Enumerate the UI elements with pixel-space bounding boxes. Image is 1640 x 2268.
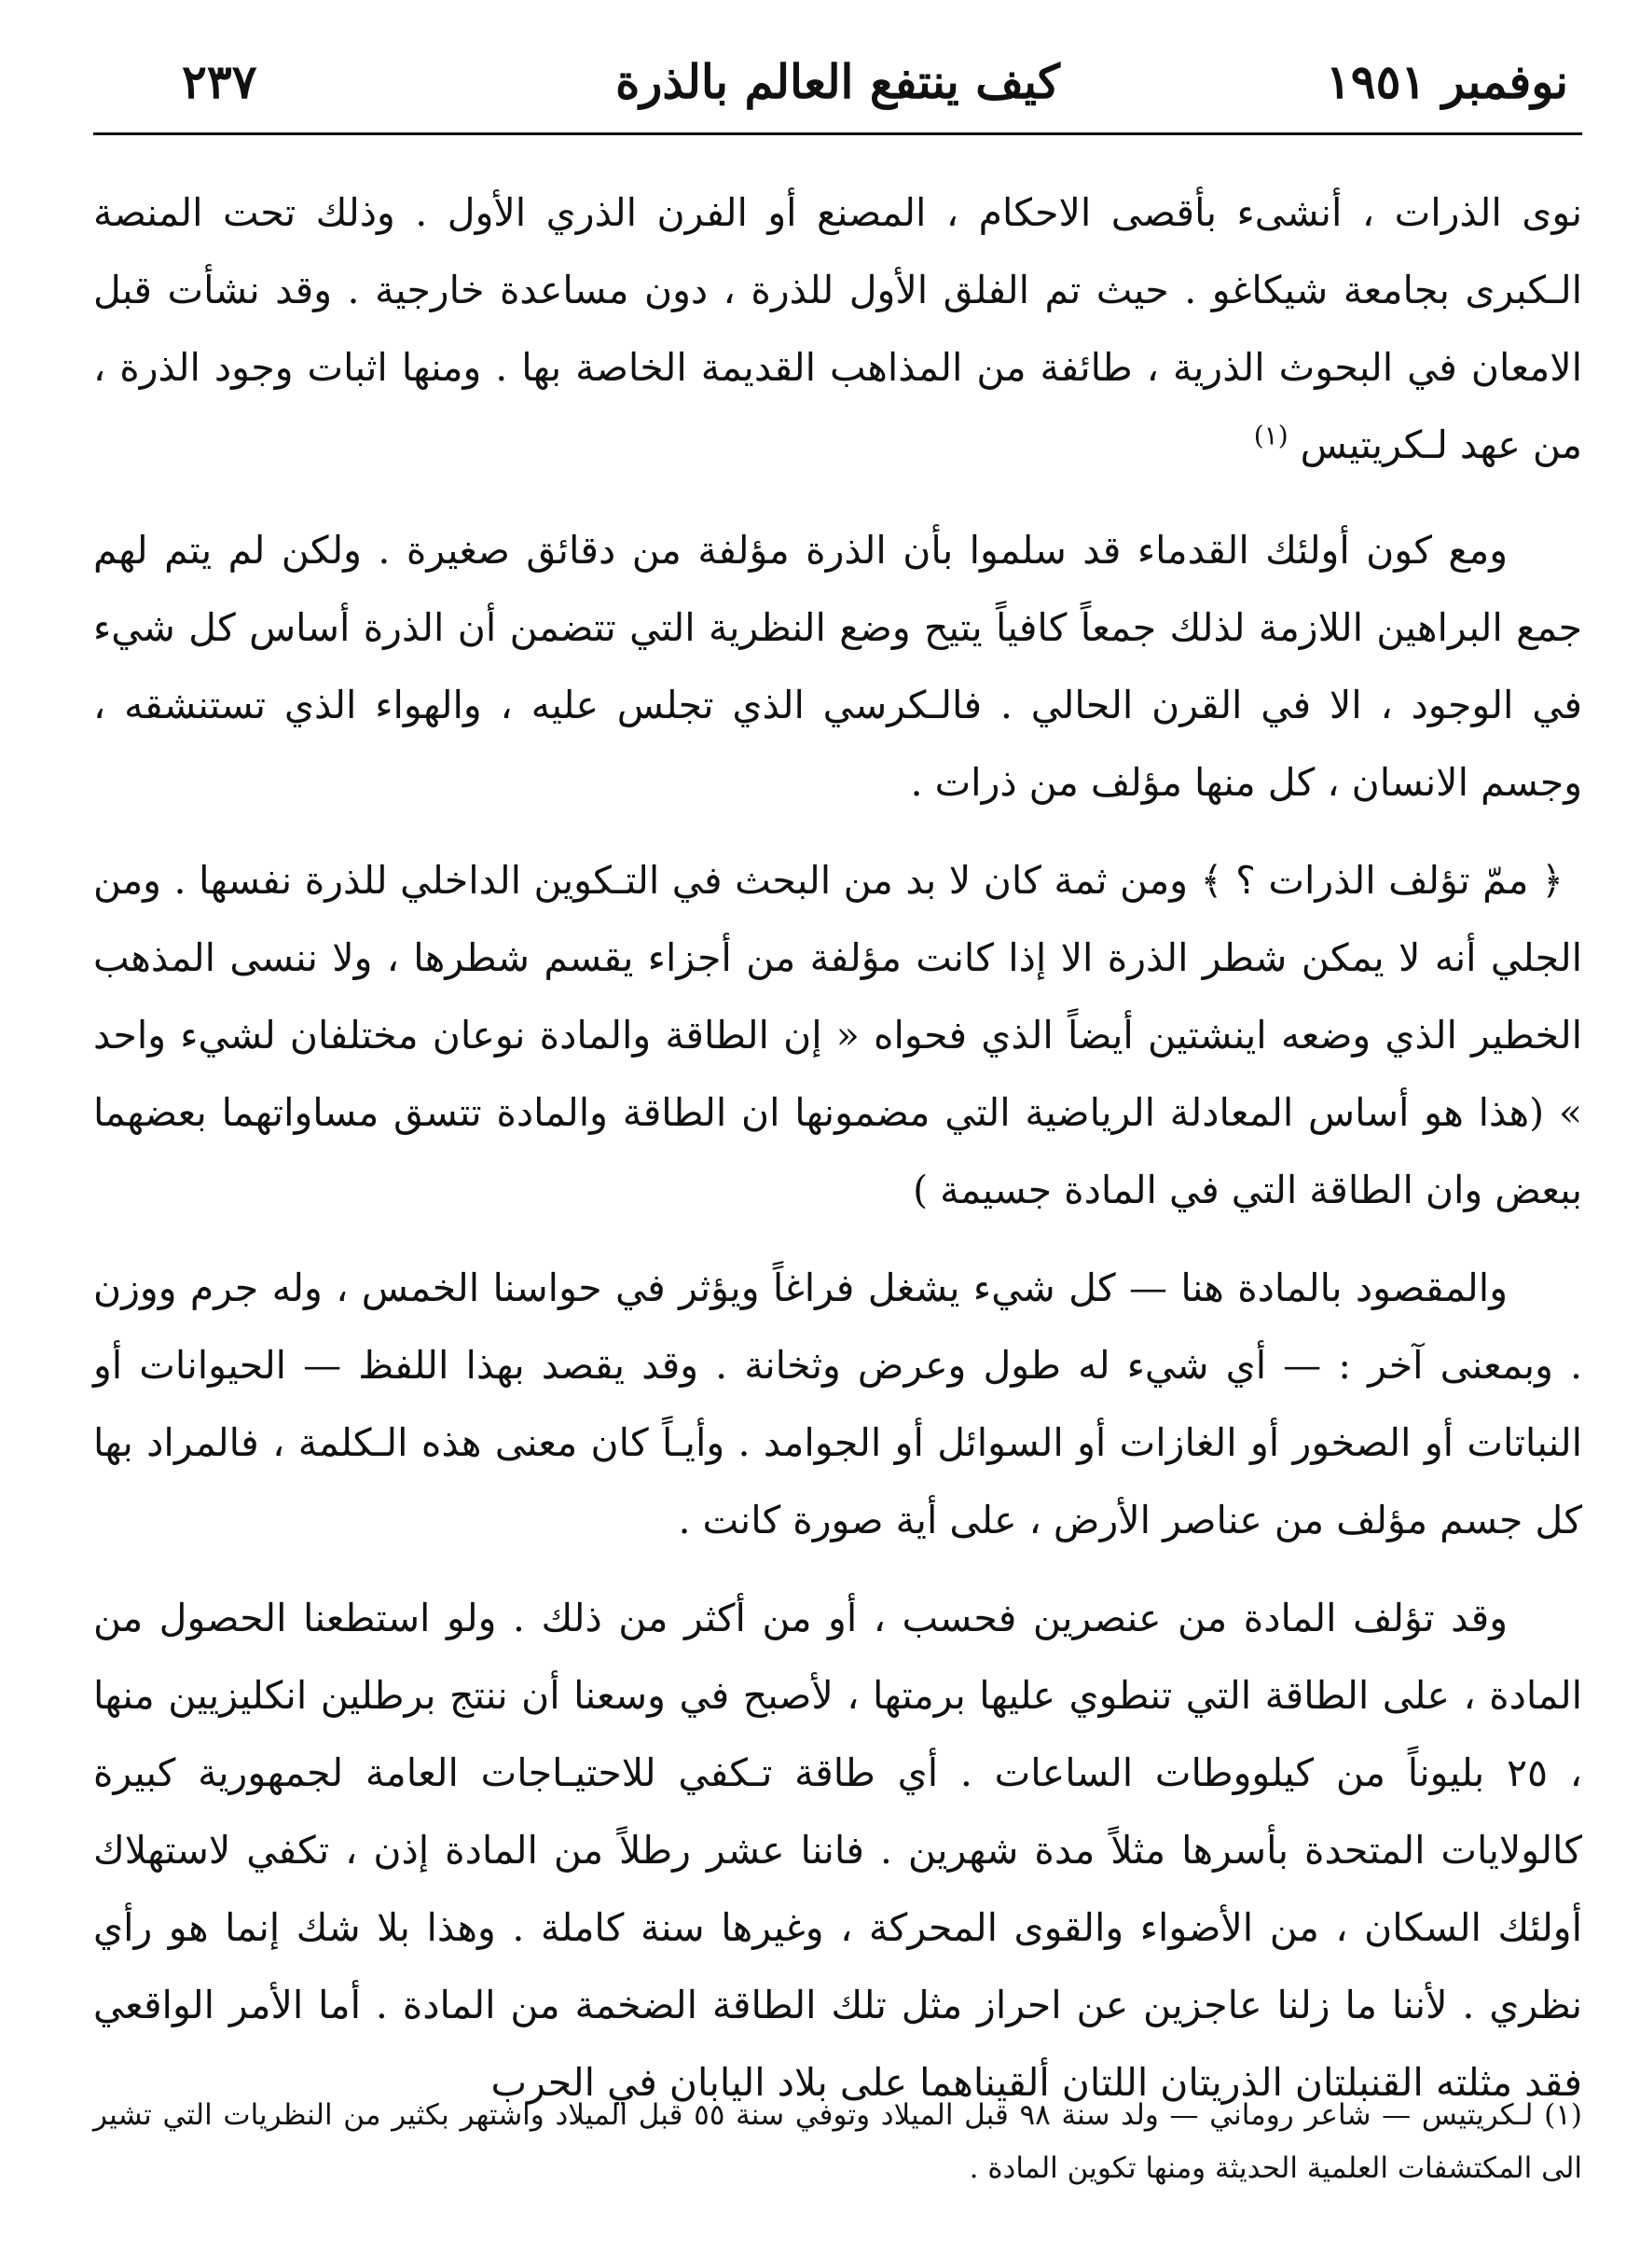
page-number: ٢٣٧	[182, 54, 257, 109]
paragraph-5: وقد تؤلف المادة من عنصرين فحسب ، أو من أكثر من ذلك . ولو استطعنا الحصول من المادة ، على الطاقة التي تنطوي عليها برمتها ، لأصبح في وسعنا أن ننتج برطلين انكليزيين منها ، ٢٥ بليوناً من كيلووطات الساعات . أي طاقة تـكفي للاحتيـاجات العامة لجمهورية كبيرة كالولايات المتحدة بأسرها مثلاً مدة شهرين . فاننا عشر رطلاً من المادة إذن ، تكفي لاستهلاك أولئك السكان ، من الأضواء والقوى المحركة ، وغيرها سنة كاملة . وهذا بلا شك إنما هو رأي نظري . لأننا ما زلنا عاجزين عن احراز مثل تلك الطاقة الضخمة من المادة . أما الأمر الواقعي فقد مثلته القنبلتان الذريتان اللتان ألقيناهما على بلاد اليابان في الحرب	[93, 1596, 1582, 2105]
page-body	[93, 174, 1582, 2122]
footnote-section	[93, 2089, 1582, 2195]
paragraph-1-text: نوى الذرات ، أنشىء بأقصى الاحكام ، المصنع أو الفرن الذري الأول . وذلك تحت المنصة الـكبرى بجامعة شيكاغو . حيث تم الفلق الأول للذرة ، دون مساعدة خارجية . وقد نشأت قبل الامعان في البحوث الذرية ، طائفة من المذاهب القديمة الخاصة بها . ومنها اثبات وجود الذرة ، من عهد لـكريتيس	[93, 190, 1582, 467]
paragraph-4: والمقصود بالمادة هنا — كل شيء يشغل فراغاً ويؤثر في حواسنا الخمس ، وله جرم ووزن . وبمعنى آخر : — أي شيء له طول وعرض وثخانة . وقد يقصد بهذا اللفظ — الحيوانات أو النباتات أو الصخور أو الغازات أو السوائل أو الجوامد . وأيـاً كان معنى هذه الـكلمة ، فالمراد بها كل جسم مؤلف من عناصر الأرض ، على أية صورة كانت .	[93, 1265, 1582, 1542]
header-date: نوفمبر ١٩٥١	[1325, 54, 1568, 109]
header-rule	[93, 132, 1582, 135]
paragraph-3: ﴿ ممّ تؤلف الذرات ؟ ﴾ ومن ثمة كان لا بد من البحث في التـكوين الداخلي للذرة نفسها . ومن الجلي أنه لا يمكن شطر الذرة الا إذا كانت مؤلفة من أجزاء يقسم شطرها ، ولا ننسى المذهب الخطير الذي وضعه اينشتين أيضاً الذي فحواه « إن الطاقة والمادة نوعان مختلفان لشيء واحد » (هذا هو أساس المعادلة الرياضية التي مضمونها ان الطاقة والمادة تتسق مساواتهما بعضهما ببعض وان الطاقة التي في المادة جسيمة )	[93, 858, 1582, 1212]
running-header	[93, 35, 1582, 121]
footnote-reference: (١)	[1253, 420, 1289, 451]
paragraph-1	[93, 174, 1582, 484]
paragraph-2: ومع كون أولئك القدماء قد سلموا بأن الذرة مؤلفة من دقائق صغيرة . ولكن لم يتم لهم جمع البراهين اللازمة لذلك جمعاً كافياً يتيح وضع النظرية التي تتضمن أن الذرة أساس كل شيء في الوجود ، الا في القرن الحالي . فالـكرسي الذي تجلس عليه ، والهواء الذي تستنشقه ، وجسم الانسان ، كل منها مؤلف من ذرات .	[93, 528, 1582, 805]
footnote-text: (١) لـكريتيس — شاعر روماني — ولد سنة ٩٨ قبل الميلاد وتوفي سنة ٥٥ قبل الميلاد واشتهر بكثير من النظريات التي تشير الى المكتشفات العلمية الحديثة ومنها تكوين المادة .	[93, 2098, 1583, 2185]
header-title: كيف ينتفع العالم بالذرة	[615, 54, 1060, 109]
